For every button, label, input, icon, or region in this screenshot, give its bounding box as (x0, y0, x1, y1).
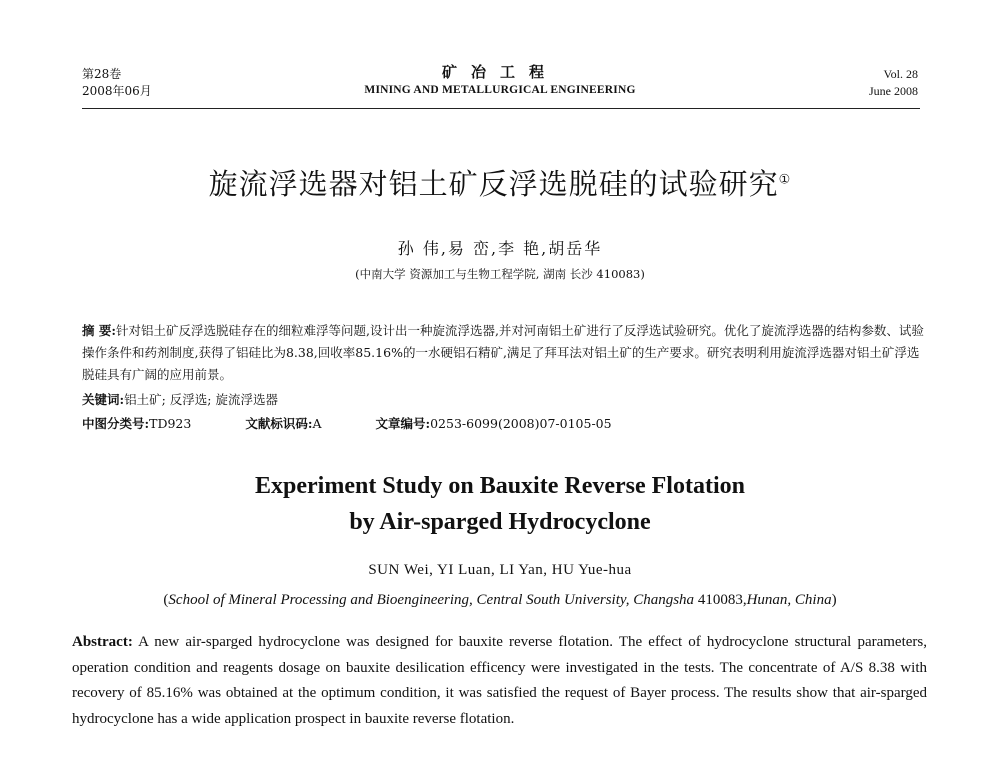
abstract-en-text: A new air-sparged hydrocyclone was designed for bauxite reverse flotation. The effect of hydrocyclone structural parameters, operation condition and reagents dosage on bauxite desilication efficency were investigated in the tests. The concentrate of A/S 8.38 with recovery of 85.16% was obtained at the optimum condition, it was satisfied the request of Bayer process. The results show that air-sparged hydrocyclone has a wide application prospect in bauxite reverse flotation. (72, 634, 927, 727)
abstract-cn (82, 320, 927, 386)
header-divider (82, 108, 920, 109)
affil-en-institution: School of Mineral Processing and Bioengineering, Central South University, Changsha (168, 592, 695, 608)
affiliation-en (0, 592, 1000, 609)
affiliation-cn: (中南大学 资源加工与生物工程学院, 湖南 长沙 410083) (355, 267, 645, 281)
date-en: June 2008 (869, 84, 918, 98)
affil-close: ) (831, 592, 837, 608)
article-number (375, 416, 611, 431)
title-cn-text: 旋流浮选器对铝土矿反浮选脱硅的试验研究 (208, 167, 779, 201)
doc-code-label: 文献标识码: (245, 416, 313, 431)
keywords-text: 铝土矿; 反浮选; 旋流浮选器 (124, 392, 278, 407)
title-en-line2: by Air-sparged Hydrocyclone (349, 509, 651, 535)
header-volume-date-en (869, 66, 918, 100)
journal-name-cn: 矿冶工程 (441, 63, 558, 81)
article-title-cn (0, 162, 1000, 203)
affil-en-region: Hunan, China (746, 592, 832, 608)
abstract-cn-label: 摘 要: (82, 323, 116, 338)
article-no-label: 文章编号: (375, 416, 431, 431)
abstract-en (72, 630, 927, 732)
clc-code (82, 416, 191, 431)
clc-value: TD923 (149, 416, 192, 431)
affil-en-postcode: 410083, (694, 592, 747, 608)
classification-row (82, 414, 927, 432)
article-title-en (0, 468, 1000, 540)
volume-cn: 第28卷 (82, 67, 122, 81)
keywords-label: 关键词: (82, 392, 125, 407)
title-footnote-marker: ① (778, 172, 792, 188)
keywords-cn (82, 390, 278, 408)
article-no-value: 0253-6099(2008)07-0105-05 (430, 416, 612, 431)
authors-cn: 孙 伟,易 峦,李 艳,胡岳华 (397, 239, 603, 258)
clc-label: 中图分类号: (82, 416, 150, 431)
volume-en: Vol. 28 (883, 67, 918, 81)
abstract-cn-text: 针对铝土矿反浮选脱硅存在的细粒难浮等问题,设计出一种旋流浮选器,并对河南铝土矿进行了反浮选试验研究。优化了旋流浮选器的结构参数、试验操作条件和药剂制度,获得了铝硅比为8.38,回收率85.16%的一水硬铝石精矿,满足了拜耳法对铝土矿的生产要求。研究表明利用旋流浮选器对铝土矿浮选脱硅具有广阔的应用前景。 (82, 323, 924, 382)
authors-en: SUN Wei, YI Luan, LI Yan, HU Yue-hua (368, 562, 632, 578)
journal-name (0, 62, 1000, 98)
doc-code-value: A (312, 416, 322, 431)
abstract-en-label: Abstract: (72, 634, 133, 650)
title-en-line1: Experiment Study on Bauxite Reverse Flotation (255, 473, 745, 499)
document-code (245, 416, 321, 431)
affil-open: ( (163, 592, 169, 608)
date-cn: 2008年06月 (82, 84, 152, 98)
journal-name-en: MINING AND METALLURGICAL ENGINEERING (364, 84, 636, 96)
